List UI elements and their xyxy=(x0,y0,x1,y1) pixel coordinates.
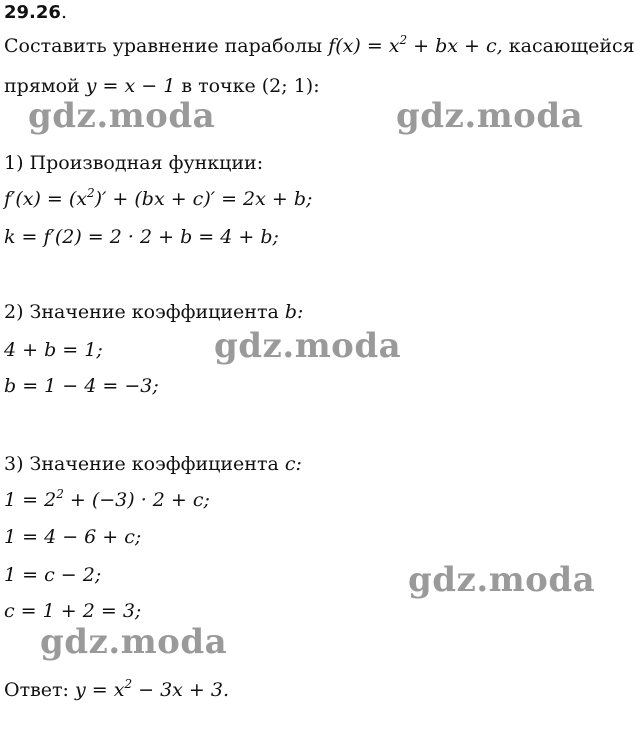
step3-equation-4: c = 1 + 2 = 3; xyxy=(4,600,142,622)
step2-equation-1: 4 + b = 1; xyxy=(4,339,103,361)
statement-text-end: в точке (2; 1): xyxy=(181,75,320,97)
statement-text-end: касающейся xyxy=(508,35,635,57)
step3-heading: 3) Значение коэффициента c: xyxy=(4,453,302,475)
statement-formula: $f(x) = x^2$ + bx + c, xyxy=(328,33,503,57)
problem-statement-line-1 xyxy=(4,34,635,58)
answer-line xyxy=(4,678,229,702)
step3-equation-3: 1 = c − 2; xyxy=(4,564,102,586)
problem-statement-line-2 xyxy=(4,74,320,98)
watermark-logo: gdz.moda xyxy=(40,622,228,662)
watermark-logo: gdz.moda xyxy=(214,326,402,366)
problem-number-suffix: . xyxy=(60,1,67,23)
step2-equation-2: b = 1 − 4 = −3; xyxy=(4,375,159,397)
watermark-logo: gdz.moda xyxy=(408,560,596,600)
statement-text: прямой xyxy=(4,75,80,97)
answer-label: Ответ: xyxy=(4,679,69,701)
line-formula: y = x − 1 xyxy=(85,75,176,97)
step3-equation-2: 1 = 4 − 6 + c; xyxy=(4,526,142,548)
step3-equation-1: $1 = 2^2 + (-3) \cdot 2 + c$; xyxy=(4,487,210,511)
step1-slope-equation: k = f′(2) = 2 · 2 + b = 4 + b; xyxy=(4,226,279,248)
step2-heading: 2) Значение коэффициента b: xyxy=(4,301,304,323)
step1-heading: 1) Производная функции: xyxy=(4,152,264,174)
problem-number-line xyxy=(4,0,67,25)
answer-formula: $y = x^2 - 3x + 3$. xyxy=(75,677,230,701)
statement-text: Составить уравнение параболы xyxy=(4,35,323,57)
step1-derivative-equation: $f'(x) = (x^2)' + (bx + c)' = 2x + b$; xyxy=(4,186,313,210)
watermark-logo: gdz.moda xyxy=(396,96,584,136)
problem-number: 29.26 xyxy=(4,2,61,23)
watermark-logo: gdz.moda xyxy=(28,96,216,136)
